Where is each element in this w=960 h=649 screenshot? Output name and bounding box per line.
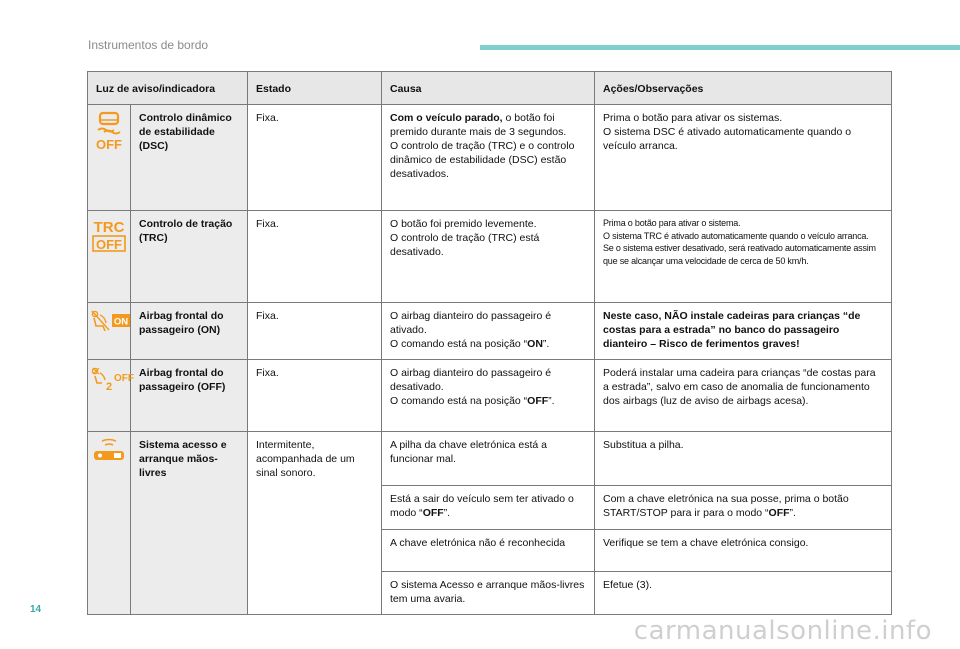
airbag-off-cause: O airbag dianteiro do passageiro é desativado. O comando está na posição “OFF”.	[382, 360, 595, 432]
airbag-on-cause: O airbag dianteiro do passageiro é ativado. O comando está na posição “ON”.	[382, 303, 595, 360]
keyless-cause-off-mode: Está a sair do veículo sem ter ativado o modo “OFF”.	[382, 486, 595, 530]
trc-actions: Prima o botão para ativar o sistema. O sistema TRC é ativado automaticamente quando o veículo arranca. Se o sistema estiver desativado, será reativado automaticamente assim que se alcançar uma velocidade de cerca de 50 km/h.	[595, 211, 892, 303]
header-accent-bar	[480, 45, 960, 50]
keyless-state: Intermitente, acompanhada de um sinal sonoro.	[248, 432, 382, 615]
keyless-cause-fault: O sistema Acesso e arranque mãos-livres tem uma avaria.	[382, 572, 595, 615]
keyless-action-fault: Efetue (3).	[595, 572, 892, 615]
dsc-state: Fixa.	[248, 105, 382, 211]
table-row-keyless	[88, 432, 892, 486]
keyless-action-off-mode: Com a chave eletrónica na sua posse, prima o botão START/STOP para ir para o modo “OFF”.	[595, 486, 892, 530]
table-row-airbag-off	[88, 360, 892, 432]
header-cause: Causa	[382, 72, 595, 105]
keyless-action-not-recognized: Verifique se tem a chave eletrónica consigo.	[595, 530, 892, 572]
svg-text:2: 2	[105, 381, 113, 392]
airbag-off-actions: Poderá instalar uma cadeira para crianças “de costas para a estrada”, salvo em caso de anomalia de funcionamento dos airbags (luz de aviso de airbags acesa).	[595, 360, 892, 432]
dsc-light-name: Controlo dinâmico de estabilidade (DSC)	[131, 105, 248, 211]
table-row-airbag-on	[88, 303, 892, 360]
trc-light-name: Controlo de tração (TRC)	[131, 211, 248, 303]
dsc-actions: Prima o botão para ativar os sistemas. O sistema DSC é ativado automaticamente quando o veículo arranca.	[595, 105, 892, 211]
airbag-on-state: Fixa.	[248, 303, 382, 360]
keyless-cause-battery: A pilha da chave eletrónica está a funcionar mal.	[382, 432, 595, 486]
airbag-off-icon	[88, 360, 134, 432]
airbag-off-state: Fixa.	[248, 360, 382, 432]
svg-text:TRC: TRC	[93, 219, 125, 236]
airbag-off-light-name: Airbag frontal do passageiro (OFF)	[131, 360, 248, 432]
dsc-cause: Com o veículo parado, o botão foi premido durante mais de 3 segundos. O controlo de tração (TRC) e o controlo dinâmico de estabilidade (DSC) estão desativados.	[382, 105, 595, 211]
warning-lights-table	[87, 71, 892, 615]
table-row-trc	[88, 211, 892, 303]
keyless-system-icon	[88, 432, 131, 615]
dsc-off-icon	[88, 105, 131, 211]
trc-off-icon	[88, 211, 131, 303]
keyless-cause-not-recognized: A chave eletrónica não é reconhecida	[382, 530, 595, 572]
page-number: 14	[30, 604, 42, 615]
trc-state: Fixa.	[248, 211, 382, 303]
svg-text:OFF: OFF	[96, 237, 122, 252]
svg-text:OFF: OFF	[114, 373, 134, 384]
header-light: Luz de aviso/indicadora	[88, 72, 248, 105]
keyless-light-name: Sistema acesso e arranque mãos-livres	[131, 432, 248, 615]
table-header-row	[88, 72, 892, 105]
page-header-title: Instrumentos de bordo	[88, 38, 209, 52]
svg-text:OFF: OFF	[96, 137, 122, 151]
airbag-on-icon	[88, 303, 131, 360]
trc-cause: O botão foi premido levemente. O controlo de tração (TRC) está desativado.	[382, 211, 595, 303]
header-state: Estado	[248, 72, 382, 105]
header-actions: Ações/Observações	[595, 72, 892, 105]
keyless-action-battery: Substitua a pilha.	[595, 432, 892, 486]
airbag-on-light-name: Airbag frontal do passageiro (ON)	[131, 303, 248, 360]
watermark: carmanualsonline.info	[633, 616, 932, 646]
airbag-on-actions: Neste caso, NÃO instale cadeiras para crianças “de costas para a estrada” no banco do passageiro dianteiro – Risco de ferimentos graves!	[595, 303, 892, 360]
svg-text:ON: ON	[113, 316, 129, 328]
table-row-dsc	[88, 105, 892, 211]
